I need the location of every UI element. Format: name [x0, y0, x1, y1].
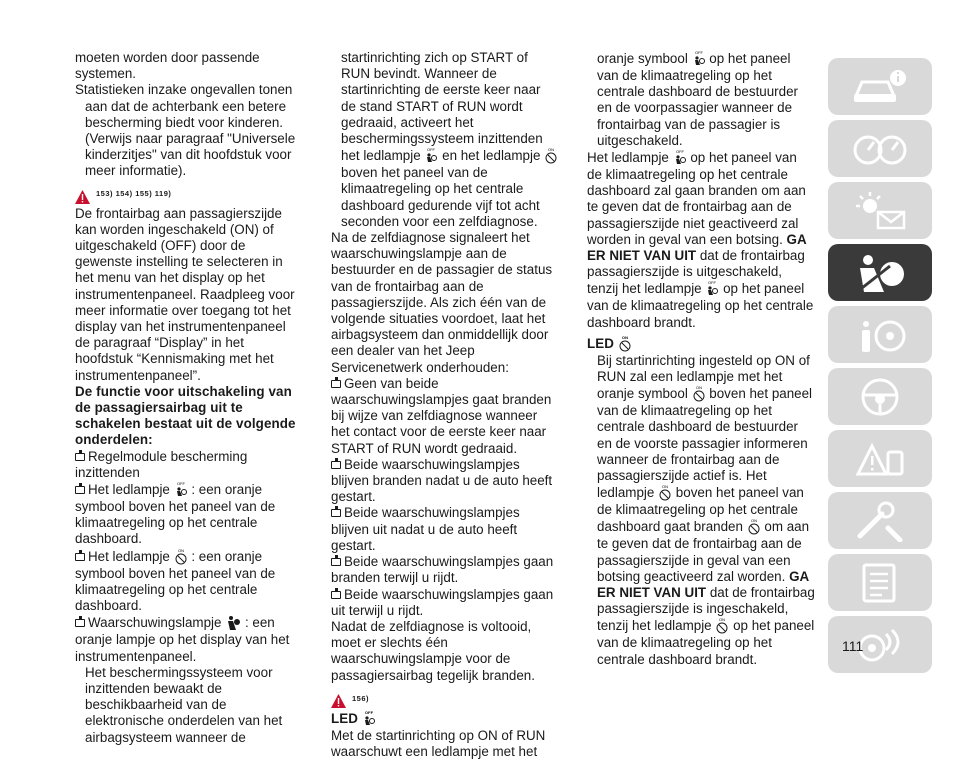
svg-text:ON: ON — [662, 484, 669, 490]
svg-text:OFF: OFF — [708, 280, 717, 286]
bullet-item: Beide waarschuwingslampjes blijven branden nadat u de auto heeft gestart. — [331, 456, 553, 505]
chapter-tab-steering[interactable] — [828, 368, 932, 425]
text-line: moeten worden door passende systemen. — [75, 50, 260, 82]
airbag-off-icon — [673, 149, 687, 167]
page-number: 111 — [842, 638, 864, 654]
airbag-on-icon — [618, 335, 632, 353]
bullet-icon — [75, 553, 85, 561]
bullet-item: Waarschuwingslampje : een oranje lampje op het display van het instrumentenpaneel. — [75, 615, 290, 664]
airbag-off-icon — [705, 280, 719, 298]
warning-references: 156) — [352, 693, 370, 703]
chapter-tab-safety[interactable] — [828, 244, 932, 301]
bullet-item: Het ledlampje ON : een oranje symbool boven het paneel van de klimaatregeling op het centrale dashboard. — [75, 547, 276, 614]
airbag-off-icon — [174, 481, 188, 499]
lights-message-icon — [850, 190, 910, 232]
warning-note — [75, 182, 303, 204]
text-paragraph: Met de startinrichting op ON of RUN waarschuwt een ledlampje met het — [331, 727, 546, 759]
text-paragraph: startinrichting zich op START of RUN bevindt. Wanneer de startinrichting de eerste keer naar de stand START of RUN wordt gedraaid, activeert het beschermingssysteem inzittenden het ledlampje OFF en het ledlampje ON boven het paneel van de klimaatregeling op het centrale dashboard gedurende vijf tot acht seconden voor een zelfdiagnose. — [331, 50, 559, 230]
bullet-icon — [331, 558, 341, 566]
warning-note — [331, 686, 559, 708]
chapter-tab-emergency[interactable] — [828, 430, 932, 487]
text-paragraph: Na de zelfdiagnose signaleert het waarschuwingslampje aan de bestuurder en de passagier de status van de frontairbag aan de passagierszijde. Als zich één van de volgende situaties voordoet, laat het airbagsysteem dan onmiddellijk door een dealer van het Jeep Servicenetwerk onderhouden: — [331, 230, 553, 375]
tools-wrench-icon — [850, 500, 910, 542]
steering-wheel-icon — [850, 376, 910, 418]
chapter-tab-lights-messages[interactable] — [828, 182, 932, 239]
airbag-on-icon — [747, 518, 761, 536]
bullet-icon — [75, 619, 85, 627]
emphasis: GA ER NIET VAN UIT — [597, 568, 809, 601]
svg-text:OFF: OFF — [427, 147, 436, 153]
starting-driving-icon — [850, 314, 910, 356]
led-heading: LED ON — [587, 335, 815, 353]
led-heading: LED OFF — [331, 710, 559, 728]
airbag-off-icon — [424, 147, 438, 165]
bullet-item: Geen van beide waarschuwingslampjes gaat branden bij wijze van zelfdiagnose wanneer het contact voor de eerste keer naar START of RUN wordt gedraaid. — [331, 375, 552, 456]
airbag-off-icon — [362, 710, 376, 728]
text-paragraph: oranje symbool OFF op het paneel van de klimaatregeling op het centrale dashboard de bestuurder en de voorpassagier wanneer de frontairbag van de passagier is uitgeschakeld. — [597, 50, 798, 148]
svg-text:OFF: OFF — [364, 709, 374, 715]
section-heading: De functie voor uitschakeling van de passagiersairbag uit te schakelen bestaat uit de volgende onderdelen: — [75, 383, 296, 448]
bullet-icon — [75, 453, 85, 461]
svg-text:OFF: OFF — [176, 481, 185, 487]
column-1 — [75, 50, 303, 746]
text-paragraph: Nadat de zelfdiagnose is voltooid, moet er slechts één waarschuwingslampje voor de passagiersairbag tegelijk branden. — [331, 618, 535, 683]
text-paragraph: Het ledlampje OFF op het paneel van de klimaatregeling op het centrale dashboard zal gaan branden om aan te geven dat de frontairbag aan de passagierszijde niet geactiveerd zal worden in geval van een botsing. GA ER NIET VAN UIT dat de frontairbag passagierszijde is uitgeschakeld, tenzij het ledlampje OFF op het paneel van de klimaatregeling op het centrale dashboard brandt. — [587, 149, 814, 330]
svg-text:ON: ON — [695, 385, 702, 391]
bullet-icon — [331, 509, 341, 517]
seat-airbag-icon — [850, 252, 910, 294]
column-2 — [331, 50, 559, 760]
svg-text:OFF: OFF — [675, 149, 684, 155]
emergency-icon — [850, 438, 910, 480]
bullet-item: Regelmodule bescherming inzittenden — [75, 448, 248, 480]
technical-data-icon — [850, 562, 910, 604]
chapter-tab-starting-driving[interactable] — [828, 306, 932, 363]
svg-text:ON: ON — [719, 617, 726, 623]
bullet-icon — [331, 591, 341, 599]
dashboard-gauges-icon — [850, 128, 910, 170]
airbag-on-icon — [174, 548, 188, 566]
text-paragraph: Het beschermingssysteem voor inzittenden bewaakt de beschikbaarheid van de elektronische onderdelen van het airbagsysteem wanneer de — [85, 664, 283, 745]
warning-references: 153) 154) 155) 119) — [96, 189, 172, 199]
bullet-icon — [331, 380, 341, 388]
chapter-tab-car-info[interactable] — [828, 58, 932, 115]
svg-text:ON: ON — [750, 518, 757, 524]
emphasis: GA ER NIET VAN UIT — [587, 231, 807, 264]
svg-text:ON: ON — [621, 334, 629, 340]
text-paragraph: Bij startinrichting ingesteld op ON of RUN zal een ledlampje met het oranje symbool ON boven het paneel van de klimaatregeling op het centrale dashboard de bestuurder en de voorste passagier informeren wanneer de frontairbag aan de passagierszijde actief is. Het ledlampje ON boven het paneel van de klimaatregeling op het centrale dashboard gaat branden ON om aan te geven dat de frontairbag aan de passagierszijde in geval van een botsing geactiveerd zal worden. GA ER NIET VAN UIT dat de frontairbag passagierszijde is ingeschakeld, tenzij het ledlampje ON op het paneel van de klimaatregeling op het centrale dashboard brandt. — [597, 352, 815, 667]
warning-triangle-icon — [75, 190, 90, 204]
svg-text:ON: ON — [177, 547, 184, 553]
bullet-item: Beide waarschuwingslampjes gaan uit terwijl u rijdt. — [331, 586, 554, 618]
column-3 — [587, 50, 815, 668]
text-paragraph: De frontairbag aan passagierszijde kan worden ingeschakeld (ON) of uitgeschakeld (OFF) door de gewenste instelling te selecteren in het menu van het display op het instrumentenpaneel. Raadpleeg voor meer informatie over toegang tot het display van het instrumentenpaneel de paragraaf “Display” in het hoofdstuk “Kennismaking met het instrumentenpaneel”. — [75, 205, 295, 383]
bullet-item: Het ledlampje OFF : een oranje symbool boven het paneel van de klimaatregeling op het centrale dashboard. — [75, 481, 276, 547]
svg-text:ON: ON — [548, 147, 555, 153]
bullet-icon — [75, 486, 85, 494]
airbag-on-icon — [692, 385, 706, 403]
airbag-off-icon — [692, 50, 706, 68]
airbag-on-icon — [544, 147, 558, 165]
warning-triangle-icon — [331, 694, 346, 708]
chapter-tab-technical-data[interactable] — [828, 554, 932, 611]
airbag-warning-lamp-icon — [225, 614, 241, 632]
text-line: Statistieken inzake ongevallen tonen — [75, 82, 293, 98]
airbag-on-icon — [658, 484, 672, 502]
text-paragraph: aan dat de achterbank een betere bescherming biedt voor kinderen. (Verwijs naar paragraaf "Universele kinderzitjes" van dit hoofdstuk voor meer informatie). — [85, 98, 296, 179]
bullet-icon — [331, 461, 341, 469]
svg-text:OFF: OFF — [694, 50, 703, 55]
chapter-tab-maintenance[interactable] — [828, 492, 932, 549]
chapter-tab-dashboard[interactable] — [828, 120, 932, 177]
car-info-icon — [850, 66, 910, 108]
airbag-on-icon — [715, 617, 729, 635]
bullet-item: Beide waarschuwingslampjes gaan branden terwijl u rijdt. — [331, 554, 554, 586]
bullet-item: Beide waarschuwingslampjes blijven uit nadat u de auto heeft gestart. — [331, 505, 520, 553]
